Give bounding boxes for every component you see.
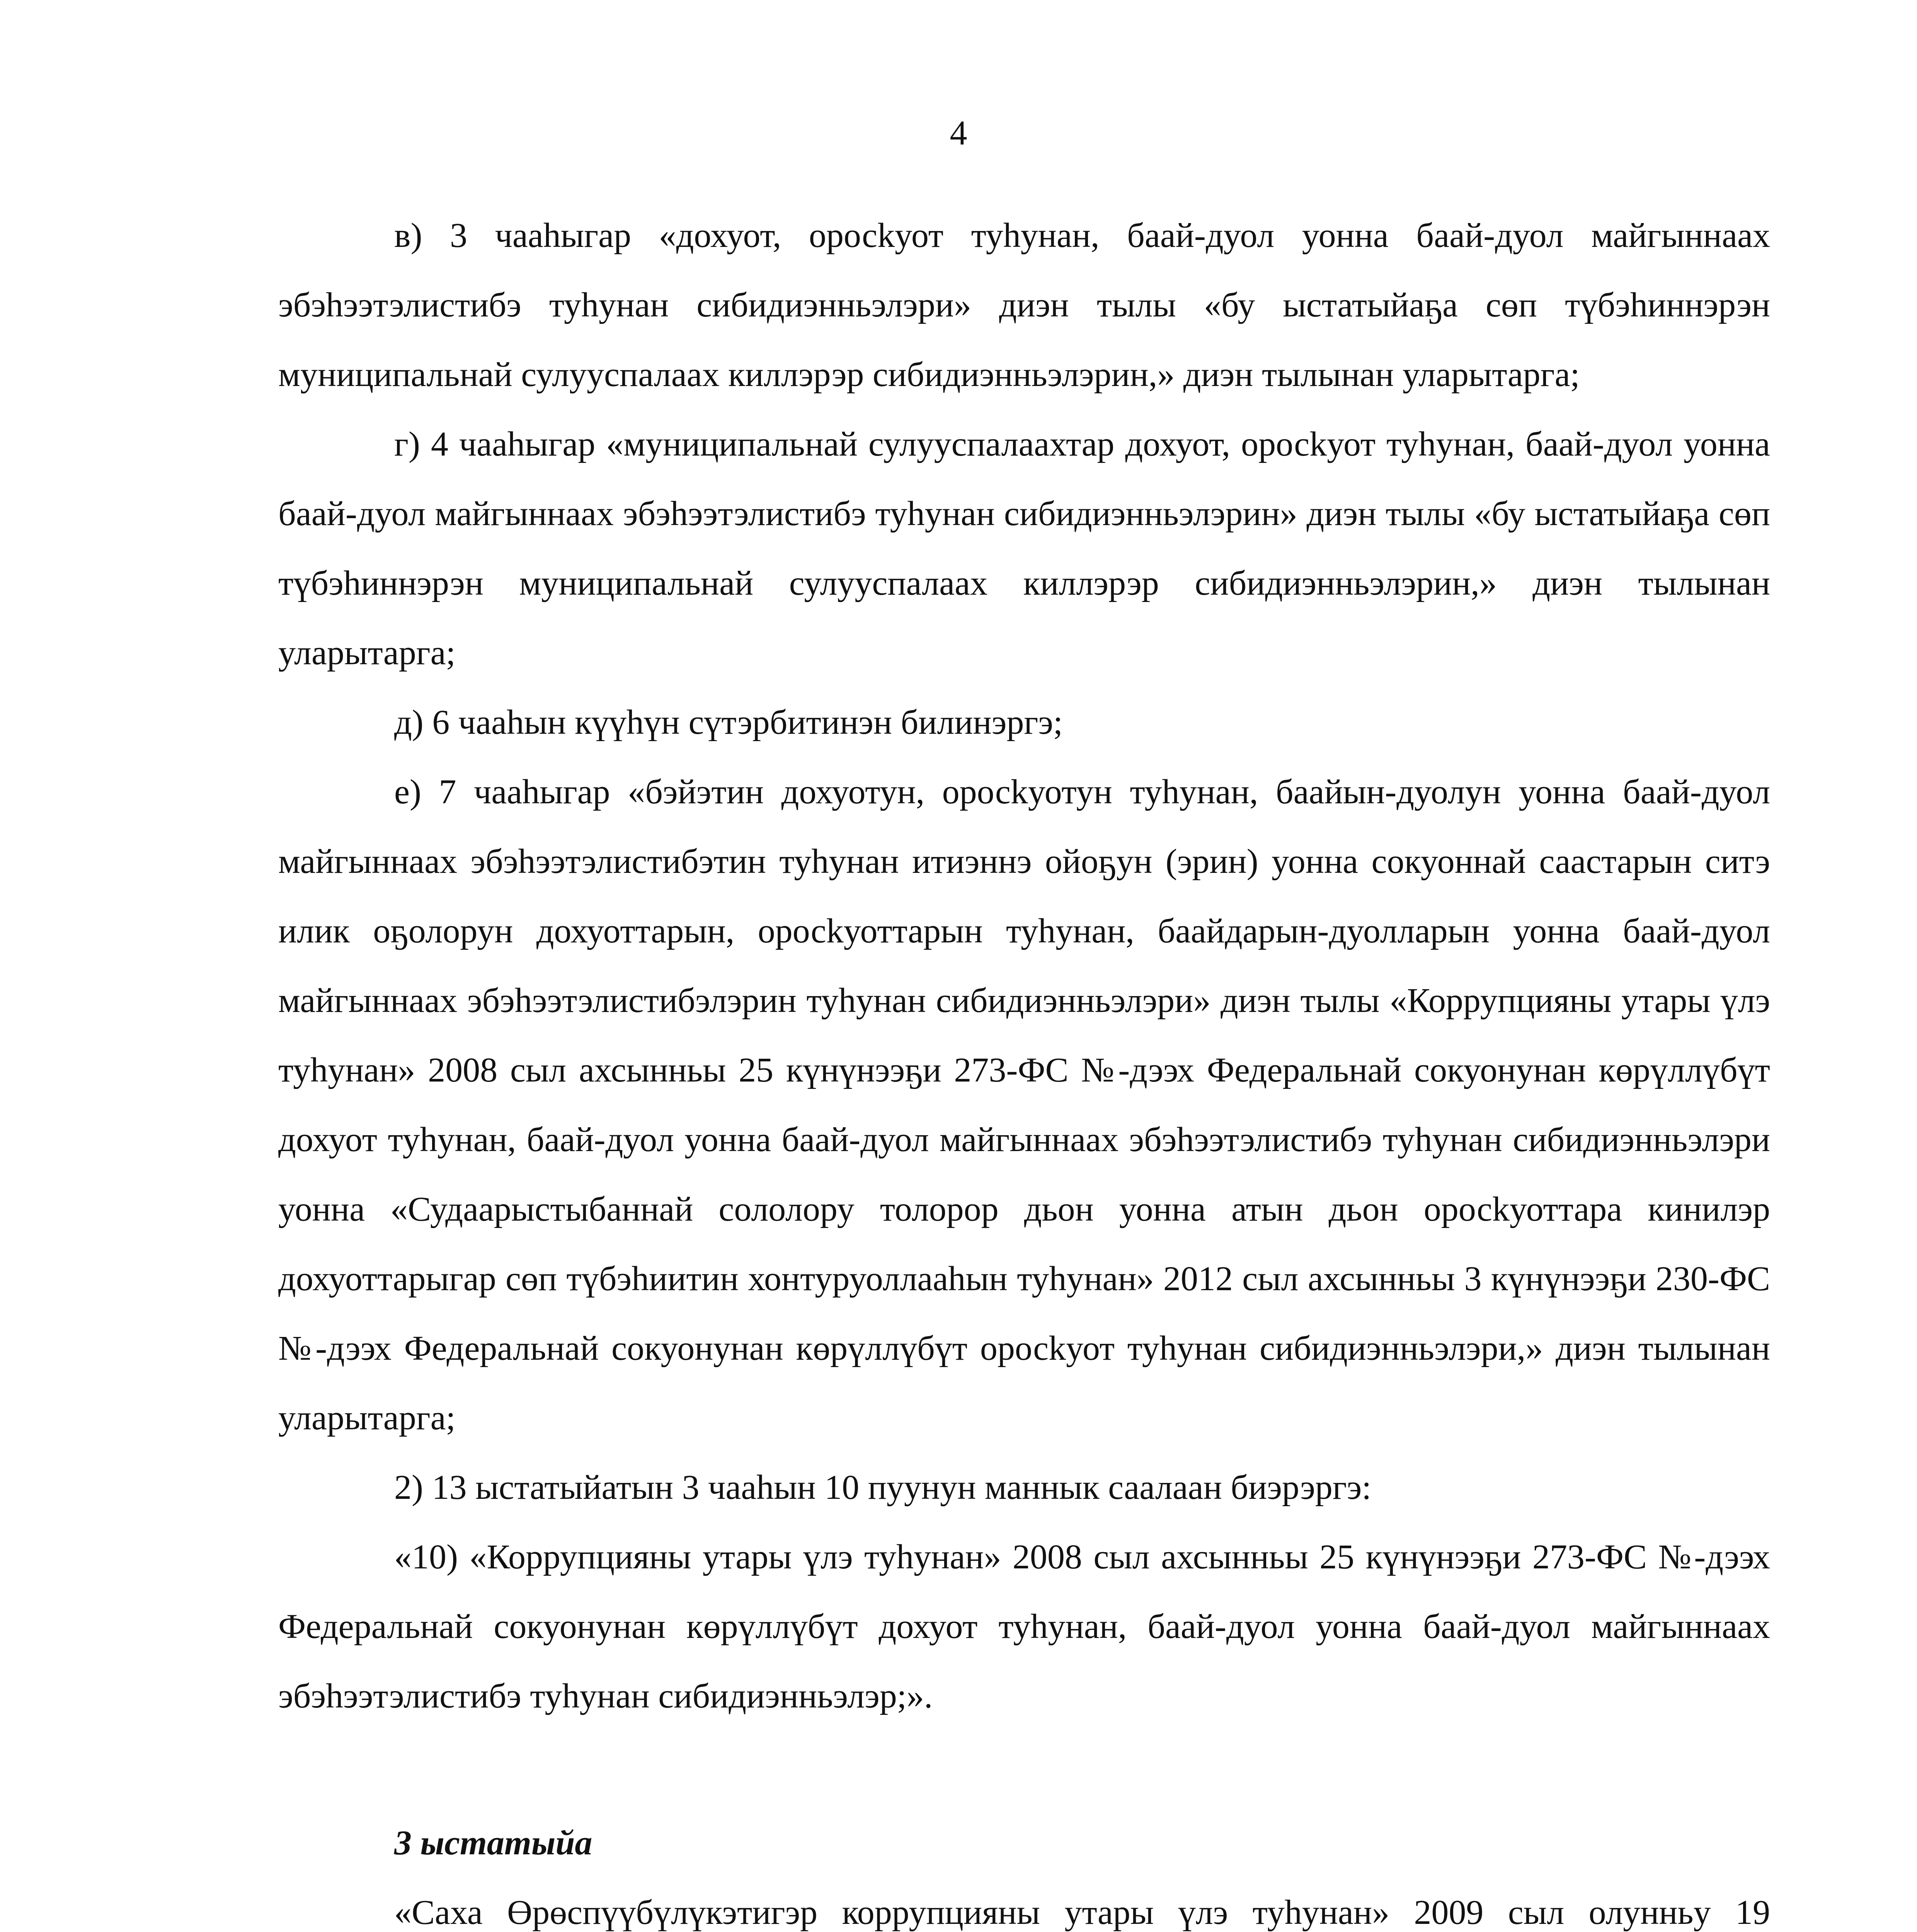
paragraph-item-2: 2) 13 ыстатыйатын 3 чааһын 10 пуунун маннык саалаан биэрэргэ: [394, 1468, 1372, 1507]
paragraph-quote-10: «10) «Коррупцияны утары үлэ туһунан» 2008 сыл ахсынньы 25 күнүнээҕи 273-ФС №-дээх Федеральнай сокуонунан көрүллүбүт дохуот туһунан, баай-дуол уонна баай-дуол майгыннаах эбэһээтэлистибэ туһунан сибидиэнньэлэр;». [278, 1538, 1770, 1715]
paragraph-v: в) 3 чааһыгар «дохуот, оросkуот туһунан, баай-дуол уонна баай-дуол майгыннаах эбэһээтэлистибэ туһунан сибидиэнньэлэри» диэн тылы «бу ыстатыйаҕа сөп түбэһиннэрэн муниципальнай сулууспалаах киллэрэр сибидиэнньэлэрин,» диэн тылынан уларытарга; [278, 216, 1770, 394]
document-body [278, 201, 1770, 1932]
paragraph-article-intro: «Саха Өрөспүүбүлүкэтигэр коррупцияны утары үлэ туһунан» 2009 сыл олунньу 19 [394, 1893, 1770, 1932]
paragraph-g: г) 4 чааһыгар «муниципальнай сулууспалаахтар дохуот, оросkуот туһунан, баай-дуол уонна баай-дуол майгыннаах эбэһээтэлистибэ туһунан сибидиэнньэлэрин» диэн тылы «бу ыстатыйаҕа сөп түбэһиннэрэн муниципальнай сулууспалаах киллэрэр сибидиэнньэлэрин,» диэн тылынан уларытарга; [278, 425, 1770, 672]
page-number: 4 [950, 114, 967, 152]
article-heading: 3 ыстатыйа [394, 1824, 592, 1862]
paragraph-e: е) 7 чааһыгар «бэйэтин дохуотун, оросkуотун туһунан, баайын-дуолун уонна баай-дуол майгыннаах эбэһээтэлистибэтин туһунан итиэннэ ойоҕун (эрин) уонна сокуоннай саастарын ситэ илик оҕолорун дохуоттарын, оросkуоттарын туһунан, баайдарын-дуолларын уонна баай-дуол майгыннаах эбэһээтэлистибэлэрин туһунан сибидиэнньэлэри» диэн тылы «Коррупцияны утары үлэ туһунан» 2008 сыл ахсынньы 25 күнүнээҕи 273-ФС №-дээх Федеральнай сокуонунан көрүллүбүт дохуот туһунан, баай-дуол уонна баай-дуол майгыннаах эбэһээтэлистибэ туһунан сибидиэнньэлэри уонна «Судаарыстыбаннай сололору толорор дьон уонна атын дьон оросkуоттара кинилэр дохуоттарыгар сөп түбэһиитин хонтуруоллааһын туһунан» 2012 сыл ахсынньы 3 күнүнээҕи 230-ФС №-дээх Федеральнай сокуонунан көрүллүбүт оросkуот туһунан сибидиэнньэлэри,» диэн тылынан уларытарга; [278, 773, 1770, 1437]
paragraph-d: д) 6 чааһын күүһүн сүтэрбитинэн билинэргэ; [394, 703, 1063, 742]
